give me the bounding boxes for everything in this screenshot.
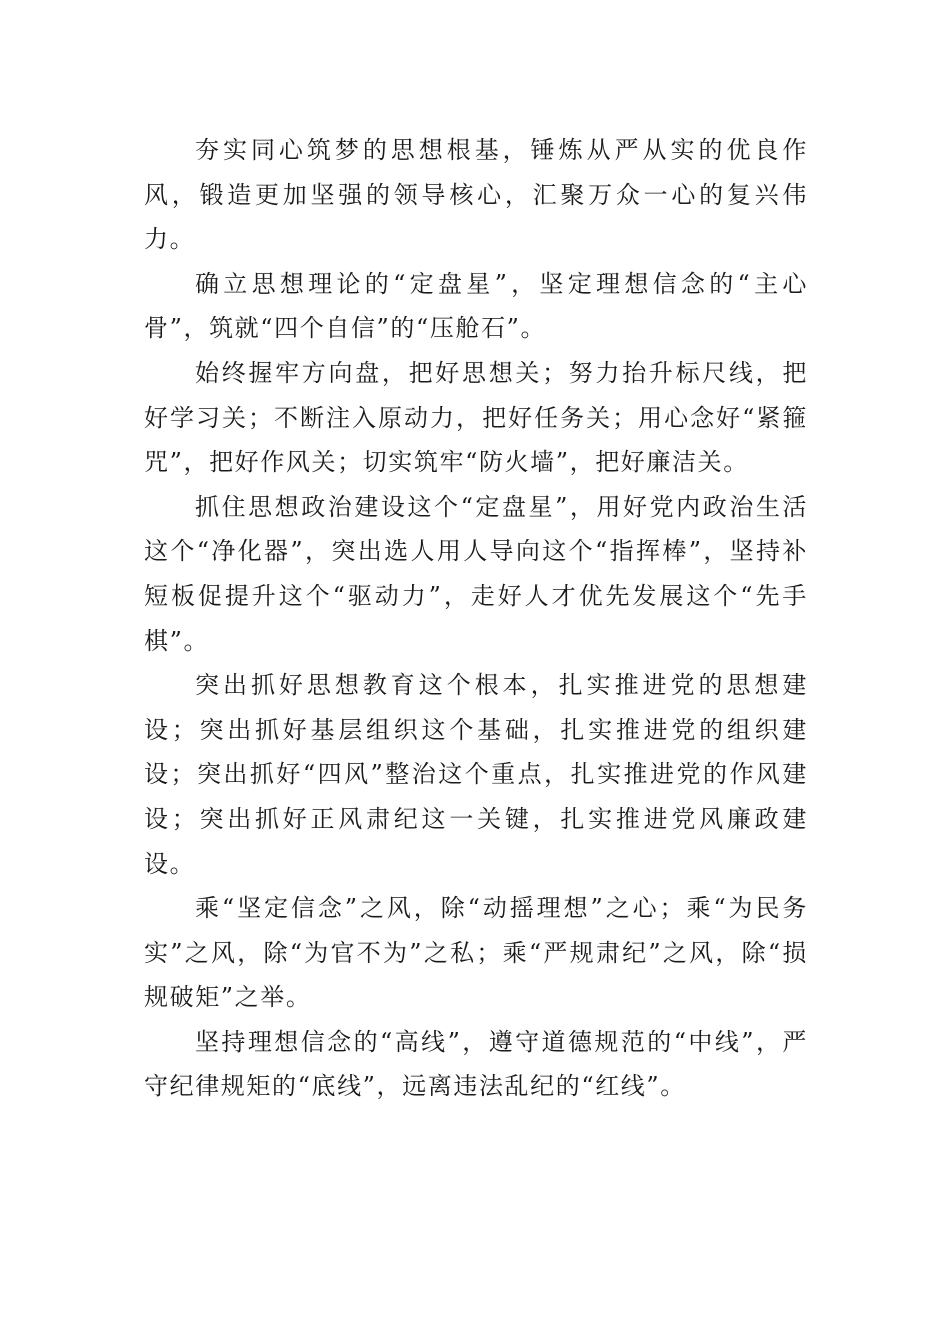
document-body xyxy=(144,128,808,1109)
paragraph-2: 确立思想理论的“定盘星”，坚定理想信念的“主心骨”，筑就“四个自信”的“压舱石”。 xyxy=(144,269,808,343)
paragraph-6: 乘“坚定信念”之风，除“动摇理想”之心；乘“为民务实”之风，除“为官不为”之私；乘“严规肃纪”之风，除“损规破矩”之举。 xyxy=(144,894,808,1012)
paragraph-4: 抓住思想政治建设这个“定盘星”，用好党内政治生活这个“净化器”，突出选人用人导向这个“指挥棒”，坚持补短板促提升这个“驱动力”，走好人才优先发展这个“先手棋”。 xyxy=(144,492,808,655)
paragraph-1: 夯实同心筑梦的思想根基，锤炼从严从实的优良作风，锻造更加坚强的领导核心，汇聚万众一心的复兴伟力。 xyxy=(144,136,808,254)
paragraph-3: 始终握牢方向盘，把好思想关；努力抬升标尺线，把好学习关；不断注入原动力，把好任务关；用心念好“紧箍咒”，把好作风关；切实筑牢“防火墙”，把好廉洁关。 xyxy=(144,358,808,477)
paragraph-7: 坚持理想信念的“高线”，遵守道德规范的“中线”，严守纪律规矩的“底线”，远离违法乱纪的“红线”。 xyxy=(144,1027,808,1101)
paragraph-5: 突出抓好思想教育这个根本，扎实推进党的思想建设；突出抓好基层组织这个基础，扎实推进党的组织建设；突出抓好“四风”整治这个重点，扎实推进党的作风建设；突出抓好正风肃纪这一关键，扎实推进党风廉政建设。 xyxy=(144,671,808,878)
